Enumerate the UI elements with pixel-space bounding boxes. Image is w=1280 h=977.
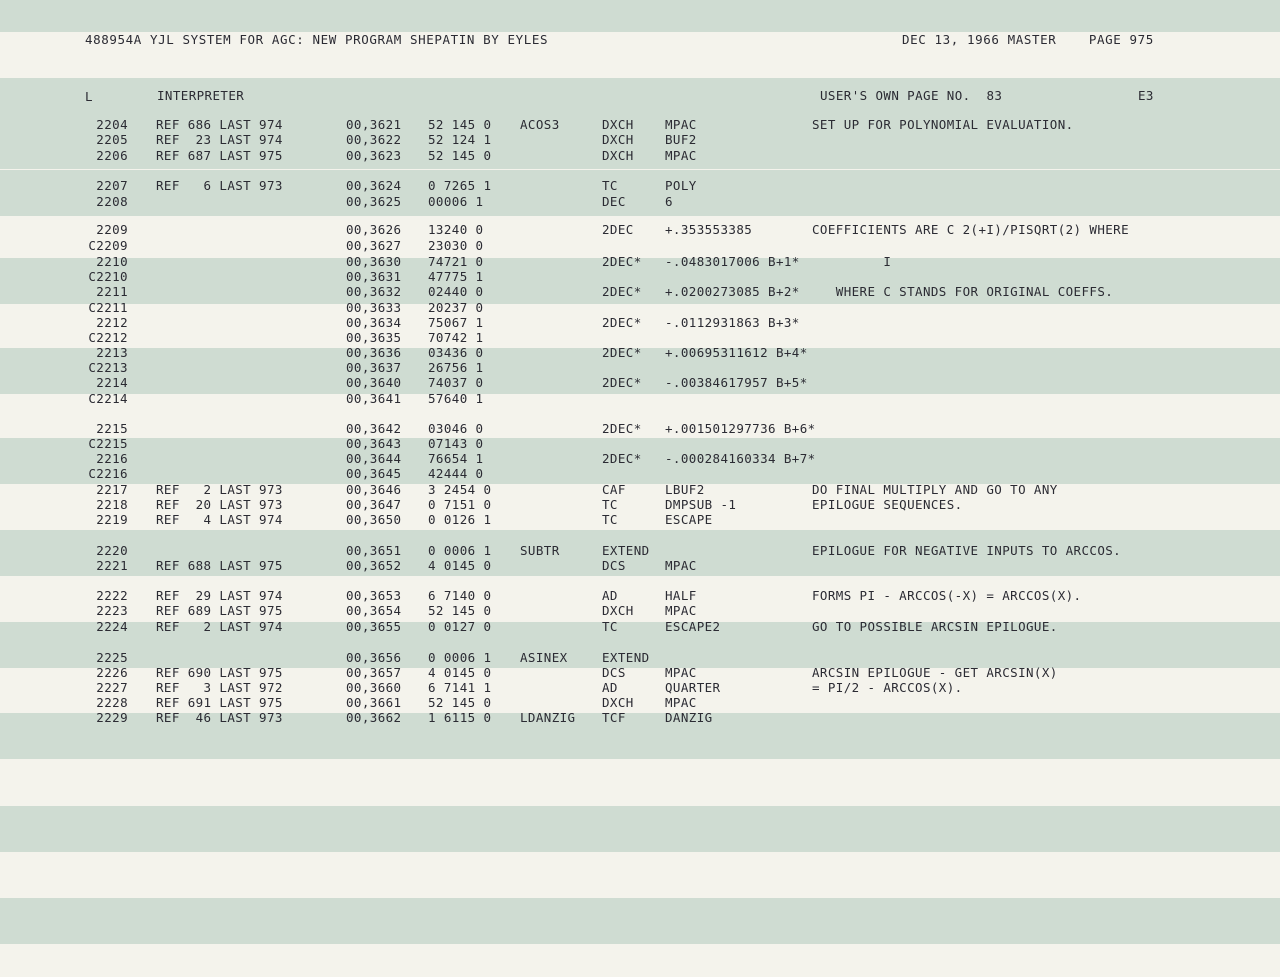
listing-addr: 00,3627 xyxy=(346,238,402,253)
listing-operand: POLY xyxy=(665,178,697,193)
listing-line: 2216 xyxy=(96,451,128,466)
listing-operand: QUARTER xyxy=(665,680,721,695)
paper-band xyxy=(0,898,1280,944)
listing-addr: 00,3646 xyxy=(346,482,402,497)
listing-word: 03436 0 xyxy=(428,345,484,360)
page-header-title: 488954A YJL SYSTEM FOR AGC: NEW PROGRAM SHEPATIN BY EYLES xyxy=(85,32,549,47)
listing-op: TCF xyxy=(602,710,626,725)
listing-addr: 00,3654 xyxy=(346,603,402,618)
listing-line: 2226 xyxy=(96,665,128,680)
listing-operand: ESCAPE2 xyxy=(665,619,721,634)
listing-comment: = PI/2 - ARCCOS(X). xyxy=(812,680,963,695)
listing-addr: 00,3621 xyxy=(346,117,402,132)
listing-operand: -.000284160334 B+7* xyxy=(665,451,816,466)
listing-comment: EPILOGUE SEQUENCES. xyxy=(812,497,963,512)
listing-line: 2215 xyxy=(96,421,128,436)
listing-addr: 00,3642 xyxy=(346,421,402,436)
listing-ref: REF 46 LAST 973 xyxy=(156,710,283,725)
listing-addr: 00,3622 xyxy=(346,132,402,147)
page-header-date-page: DEC 13, 1966 MASTER PAGE 975 xyxy=(902,32,1154,47)
listing-comment: SET UP FOR POLYNOMIAL EVALUATION. xyxy=(812,117,1074,132)
listing-word: 4 0145 0 xyxy=(428,665,492,680)
listing-addr: 00,3625 xyxy=(346,194,402,209)
listing-word: 3 2454 0 xyxy=(428,482,492,497)
listing-operand: LBUF2 xyxy=(665,482,705,497)
listing-word: 57640 1 xyxy=(428,391,484,406)
listing-addr: 00,3637 xyxy=(346,360,402,375)
listing-word: 0 0126 1 xyxy=(428,512,492,527)
listing-line: 2205 xyxy=(96,132,128,147)
paper-band xyxy=(0,0,1280,32)
listing-ref: REF 3 LAST 972 xyxy=(156,680,283,695)
listing-op: DEC xyxy=(602,194,626,209)
listing-operand: MPAC xyxy=(665,603,697,618)
listing-line: 2214 xyxy=(96,375,128,390)
listing-word: 0 0127 0 xyxy=(428,619,492,634)
listing-line: 2224 xyxy=(96,619,128,634)
listing-word: 13240 0 xyxy=(428,222,484,237)
listing-word: 07143 0 xyxy=(428,436,484,451)
listing-line: 2227 xyxy=(96,680,128,695)
listing-ref: REF 29 LAST 974 xyxy=(156,588,283,603)
listing-addr: 00,3631 xyxy=(346,269,402,284)
listing-op: 2DEC* xyxy=(602,421,642,436)
listing-operand: MPAC xyxy=(665,558,697,573)
listing-line: 2211 xyxy=(96,284,128,299)
listing-addr: 00,3656 xyxy=(346,650,402,665)
listing-operand: HALF xyxy=(665,588,697,603)
listing-line: C2211 xyxy=(88,300,128,315)
listing-op: EXTEND xyxy=(602,543,650,558)
listing-ref: REF 688 LAST 975 xyxy=(156,558,283,573)
listing-op: TC xyxy=(602,178,618,193)
listing-op: TC xyxy=(602,497,618,512)
listing-addr: 00,3633 xyxy=(346,300,402,315)
section-title: INTERPRETER xyxy=(157,88,245,103)
listing-line: 2204 xyxy=(96,117,128,132)
listing-line: C2215 xyxy=(88,436,128,451)
listing-word: 6 7140 0 xyxy=(428,588,492,603)
listing-line: 2206 xyxy=(96,148,128,163)
listing-line: 2217 xyxy=(96,482,128,497)
listing-word: 1 6115 0 xyxy=(428,710,492,725)
listing-addr: 00,3652 xyxy=(346,558,402,573)
listing-line: 2220 xyxy=(96,543,128,558)
listing-addr: 00,3624 xyxy=(346,178,402,193)
listing-addr: 00,3630 xyxy=(346,254,402,269)
listing-operand: -.0112931863 B+3* xyxy=(665,315,800,330)
listing-op: TC xyxy=(602,619,618,634)
listing-ref: REF 686 LAST 974 xyxy=(156,117,283,132)
listing-ref: REF 690 LAST 975 xyxy=(156,665,283,680)
listing-ref: REF 6 LAST 973 xyxy=(156,178,283,193)
listing-line: 2208 xyxy=(96,194,128,209)
listing-addr: 00,3636 xyxy=(346,345,402,360)
listing-operand: +.001501297736 B+6* xyxy=(665,421,816,436)
listing-op: AD xyxy=(602,588,618,603)
listing-label: SUBTR xyxy=(520,543,560,558)
listing-operand: MPAC xyxy=(665,665,697,680)
listing-word: 03046 0 xyxy=(428,421,484,436)
listing-op: 2DEC* xyxy=(602,315,642,330)
listing-word: 74037 0 xyxy=(428,375,484,390)
listing-word: 26756 1 xyxy=(428,360,484,375)
listing-comment: EPILOGUE FOR NEGATIVE INPUTS TO ARCCOS. xyxy=(812,543,1122,558)
listing-addr: 00,3635 xyxy=(346,330,402,345)
listing-word: 76654 1 xyxy=(428,451,484,466)
listing-word: 4 0145 0 xyxy=(428,558,492,573)
listing-word: 0 7265 1 xyxy=(428,178,492,193)
listing-word: 20237 0 xyxy=(428,300,484,315)
listing-word: 02440 0 xyxy=(428,284,484,299)
listing-addr: 00,3645 xyxy=(346,466,402,481)
listing-addr: 00,3661 xyxy=(346,695,402,710)
listing-line: 2207 xyxy=(96,178,128,193)
listing-comment: ARCSIN EPILOGUE - GET ARCSIN(X) xyxy=(812,665,1058,680)
listing-word: 0 0006 1 xyxy=(428,543,492,558)
listing-op: CAF xyxy=(602,482,626,497)
listing-word: 23030 0 xyxy=(428,238,484,253)
listing-line: 2221 xyxy=(96,558,128,573)
listing-op: DXCH xyxy=(602,117,634,132)
listing-operand: +.353553385 xyxy=(665,222,753,237)
listing-op: TC xyxy=(602,512,618,527)
listing-operand: +.0200273085 B+2* xyxy=(665,284,800,299)
listing-line: 2225 xyxy=(96,650,128,665)
users-page-number: USER'S OWN PAGE NO. 83 xyxy=(820,88,1003,103)
listing-op: 2DEC* xyxy=(602,254,642,269)
listing-ref: REF 689 LAST 975 xyxy=(156,603,283,618)
listing-word: 47775 1 xyxy=(428,269,484,284)
listing-comment: WHERE C STANDS FOR ORIGINAL COEFFS. xyxy=(812,284,1114,299)
listing-operand: MPAC xyxy=(665,695,697,710)
listing-line: C2214 xyxy=(88,391,128,406)
listing-addr: 00,3644 xyxy=(346,451,402,466)
listing-addr: 00,3655 xyxy=(346,619,402,634)
listing-line: C2210 xyxy=(88,269,128,284)
page-code: E3 xyxy=(1138,88,1154,103)
listing-word: 42444 0 xyxy=(428,466,484,481)
listing-addr: 00,3647 xyxy=(346,497,402,512)
listing-op: DXCH xyxy=(602,132,634,147)
listing-word: 52 145 0 xyxy=(428,117,492,132)
listing-addr: 00,3623 xyxy=(346,148,402,163)
listing-addr: 00,3640 xyxy=(346,375,402,390)
listing-operand: DANZIG xyxy=(665,710,713,725)
listing-label: ASINEX xyxy=(520,650,568,665)
listing-operand: DMPSUB -1 xyxy=(665,497,737,512)
listing-op: EXTEND xyxy=(602,650,650,665)
listing-addr: 00,3634 xyxy=(346,315,402,330)
listing-op: 2DEC* xyxy=(602,375,642,390)
listing-line: C2209 xyxy=(88,238,128,253)
listing-word: 52 145 0 xyxy=(428,148,492,163)
listing-addr: 00,3662 xyxy=(346,710,402,725)
listing-addr: 00,3626 xyxy=(346,222,402,237)
listing-line: C2213 xyxy=(88,360,128,375)
listing-op: DXCH xyxy=(602,603,634,618)
listing-word: 0 7151 0 xyxy=(428,497,492,512)
listing-word: 70742 1 xyxy=(428,330,484,345)
listing-word: 74721 0 xyxy=(428,254,484,269)
listing-comment: COEFFICIENTS ARE C 2(+I)/PISQRT(2) WHERE xyxy=(812,222,1130,237)
column-marker: L xyxy=(85,89,93,104)
listing-ref: REF 2 LAST 973 xyxy=(156,482,283,497)
listing-addr: 00,3653 xyxy=(346,588,402,603)
listing-ref: REF 23 LAST 974 xyxy=(156,132,283,147)
listing-word: 0 0006 1 xyxy=(428,650,492,665)
listing-operand: 6 xyxy=(665,194,673,209)
listing-op: 2DEC* xyxy=(602,451,642,466)
listing-word: 75067 1 xyxy=(428,315,484,330)
listing-addr: 00,3651 xyxy=(346,543,402,558)
listing-operand: +.00695311612 B+4* xyxy=(665,345,808,360)
listing-word: 52 124 1 xyxy=(428,132,492,147)
listing-line: 2212 xyxy=(96,315,128,330)
listing-line: 2210 xyxy=(96,254,128,269)
listing-operand: MPAC xyxy=(665,148,697,163)
listing-op: DXCH xyxy=(602,695,634,710)
listing-addr: 00,3660 xyxy=(346,680,402,695)
listing-comment: FORMS PI - ARCCOS(-X) = ARCCOS(X). xyxy=(812,588,1082,603)
listing-label: LDANZIG xyxy=(520,710,576,725)
listing-ref: REF 20 LAST 973 xyxy=(156,497,283,512)
listing-line: 2229 xyxy=(96,710,128,725)
listing-word: 00006 1 xyxy=(428,194,484,209)
listing-ref: REF 691 LAST 975 xyxy=(156,695,283,710)
listing-line: 2213 xyxy=(96,345,128,360)
listing-label: ACOS3 xyxy=(520,117,560,132)
paper-band xyxy=(0,170,1280,216)
listing-line: 2223 xyxy=(96,603,128,618)
listing-word: 6 7141 1 xyxy=(428,680,492,695)
listing-addr: 00,3641 xyxy=(346,391,402,406)
listing-line: 2218 xyxy=(96,497,128,512)
listing-operand: MPAC xyxy=(665,117,697,132)
listing-op: DCS xyxy=(602,665,626,680)
listing-comment: I xyxy=(812,254,892,269)
listing-line: 2209 xyxy=(96,222,128,237)
listing-addr: 00,3650 xyxy=(346,512,402,527)
listing-line: C2216 xyxy=(88,466,128,481)
listing-op: DCS xyxy=(602,558,626,573)
listing-line: 2228 xyxy=(96,695,128,710)
listing-line: 2222 xyxy=(96,588,128,603)
paper-band xyxy=(0,806,1280,852)
listing-addr: 00,3632 xyxy=(346,284,402,299)
listing-comment: DO FINAL MULTIPLY AND GO TO ANY xyxy=(812,482,1058,497)
listing-ref: REF 4 LAST 974 xyxy=(156,512,283,527)
listing-op: 2DEC* xyxy=(602,345,642,360)
listing-line: 2219 xyxy=(96,512,128,527)
listing-ref: REF 687 LAST 975 xyxy=(156,148,283,163)
listing-op: DXCH xyxy=(602,148,634,163)
listing-word: 52 145 0 xyxy=(428,695,492,710)
listing-op: 2DEC xyxy=(602,222,634,237)
listing-line: C2212 xyxy=(88,330,128,345)
listing-operand: BUF2 xyxy=(665,132,697,147)
listing-op: 2DEC* xyxy=(602,284,642,299)
listing-ref: REF 2 LAST 974 xyxy=(156,619,283,634)
listing-op: AD xyxy=(602,680,618,695)
listing-comment: GO TO POSSIBLE ARCSIN EPILOGUE. xyxy=(812,619,1058,634)
listing-operand: ESCAPE xyxy=(665,512,713,527)
listing-addr: 00,3643 xyxy=(346,436,402,451)
listing-operand: -.00384617957 B+5* xyxy=(665,375,808,390)
listing-word: 52 145 0 xyxy=(428,603,492,618)
listing-operand: -.0483017006 B+1* xyxy=(665,254,800,269)
listing-addr: 00,3657 xyxy=(346,665,402,680)
